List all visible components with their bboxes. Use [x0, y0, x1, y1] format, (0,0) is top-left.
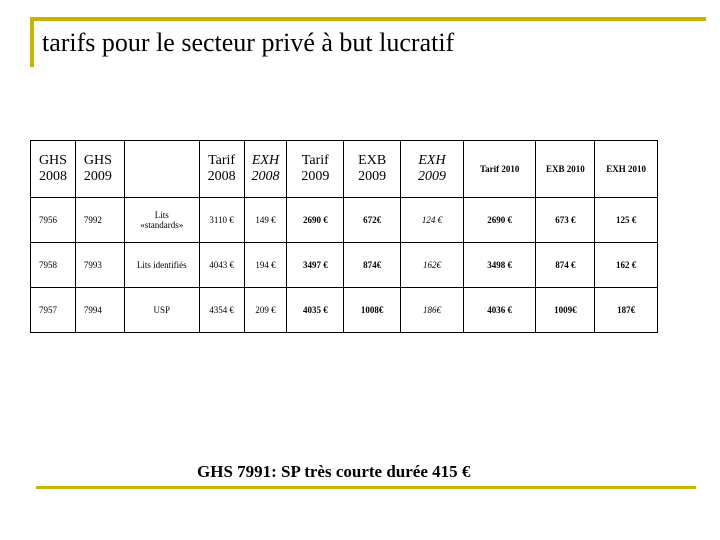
cell-type: Lits identifiés: [124, 243, 199, 288]
header-exb-2009: EXB 2009: [344, 141, 401, 198]
header-tarif-2009: Tarif 2009: [287, 141, 344, 198]
cell-ghs-2008: 7958: [31, 243, 76, 288]
tarifs-table: [30, 140, 658, 333]
slide-frame-bottom: [36, 486, 696, 489]
slide-frame-top: [30, 17, 706, 21]
cell-exb-2010: 1009€: [536, 288, 595, 333]
table-row: [31, 288, 658, 333]
header-exh-2008: EXH 2008: [244, 141, 287, 198]
cell-exb-2009: 1008€: [344, 288, 401, 333]
header-tarif-2008: Tarif 2008: [199, 141, 244, 198]
header-exh-2009: EXH 2009: [401, 141, 464, 198]
slide-frame-left: [30, 17, 34, 67]
cell-exb-2009: 874€: [344, 243, 401, 288]
cell-tarif-2010: 2690 €: [463, 198, 536, 243]
cell-type: USP: [124, 288, 199, 333]
slide-title: tarifs pour le secteur privé à but lucratif: [42, 28, 455, 57]
header-ghs-2009: GHS 2009: [75, 141, 124, 198]
header-ghs-2008: GHS 2008: [31, 141, 76, 198]
cell-tarif-2010: 3498 €: [463, 243, 536, 288]
header-type: [124, 141, 199, 198]
cell-exb-2009: 672€: [344, 198, 401, 243]
cell-exh-2009: 186€: [401, 288, 464, 333]
table-row: [31, 243, 658, 288]
cell-ghs-2009: 7993: [75, 243, 124, 288]
cell-tarif-2010: 4036 €: [463, 288, 536, 333]
cell-exh-2010: 125 €: [595, 198, 658, 243]
header-exb-2010: EXB 2010: [536, 141, 595, 198]
cell-exh-2008: 149 €: [244, 198, 287, 243]
cell-tarif-2009: 4035 €: [287, 288, 344, 333]
cell-exh-2009: 162€: [401, 243, 464, 288]
cell-tarif-2009: 2690 €: [287, 198, 344, 243]
header-tarif-2010: Tarif 2010: [463, 141, 536, 198]
cell-ghs-2009: 7994: [75, 288, 124, 333]
cell-ghs-2008: 7957: [31, 288, 76, 333]
header-exh-2010: EXH 2010: [595, 141, 658, 198]
footnote-ghs-7991: GHS 7991: SP très courte durée 415 €: [197, 462, 471, 481]
cell-exh-2010: 162 €: [595, 243, 658, 288]
cell-tarif-2009: 3497 €: [287, 243, 344, 288]
cell-exh-2008: 194 €: [244, 243, 287, 288]
cell-type: Lits «standards»: [124, 198, 199, 243]
table-header-row: [31, 141, 658, 198]
cell-exb-2010: 874 €: [536, 243, 595, 288]
cell-ghs-2008: 7956: [31, 198, 76, 243]
cell-tarif-2008: 4043 €: [199, 243, 244, 288]
cell-exh-2008: 209 €: [244, 288, 287, 333]
cell-exh-2010: 187€: [595, 288, 658, 333]
cell-tarif-2008: 4354 €: [199, 288, 244, 333]
cell-exb-2010: 673 €: [536, 198, 595, 243]
cell-exh-2009: 124 €: [401, 198, 464, 243]
cell-ghs-2009: 7992: [75, 198, 124, 243]
table-row: [31, 198, 658, 243]
cell-tarif-2008: 3110 €: [199, 198, 244, 243]
